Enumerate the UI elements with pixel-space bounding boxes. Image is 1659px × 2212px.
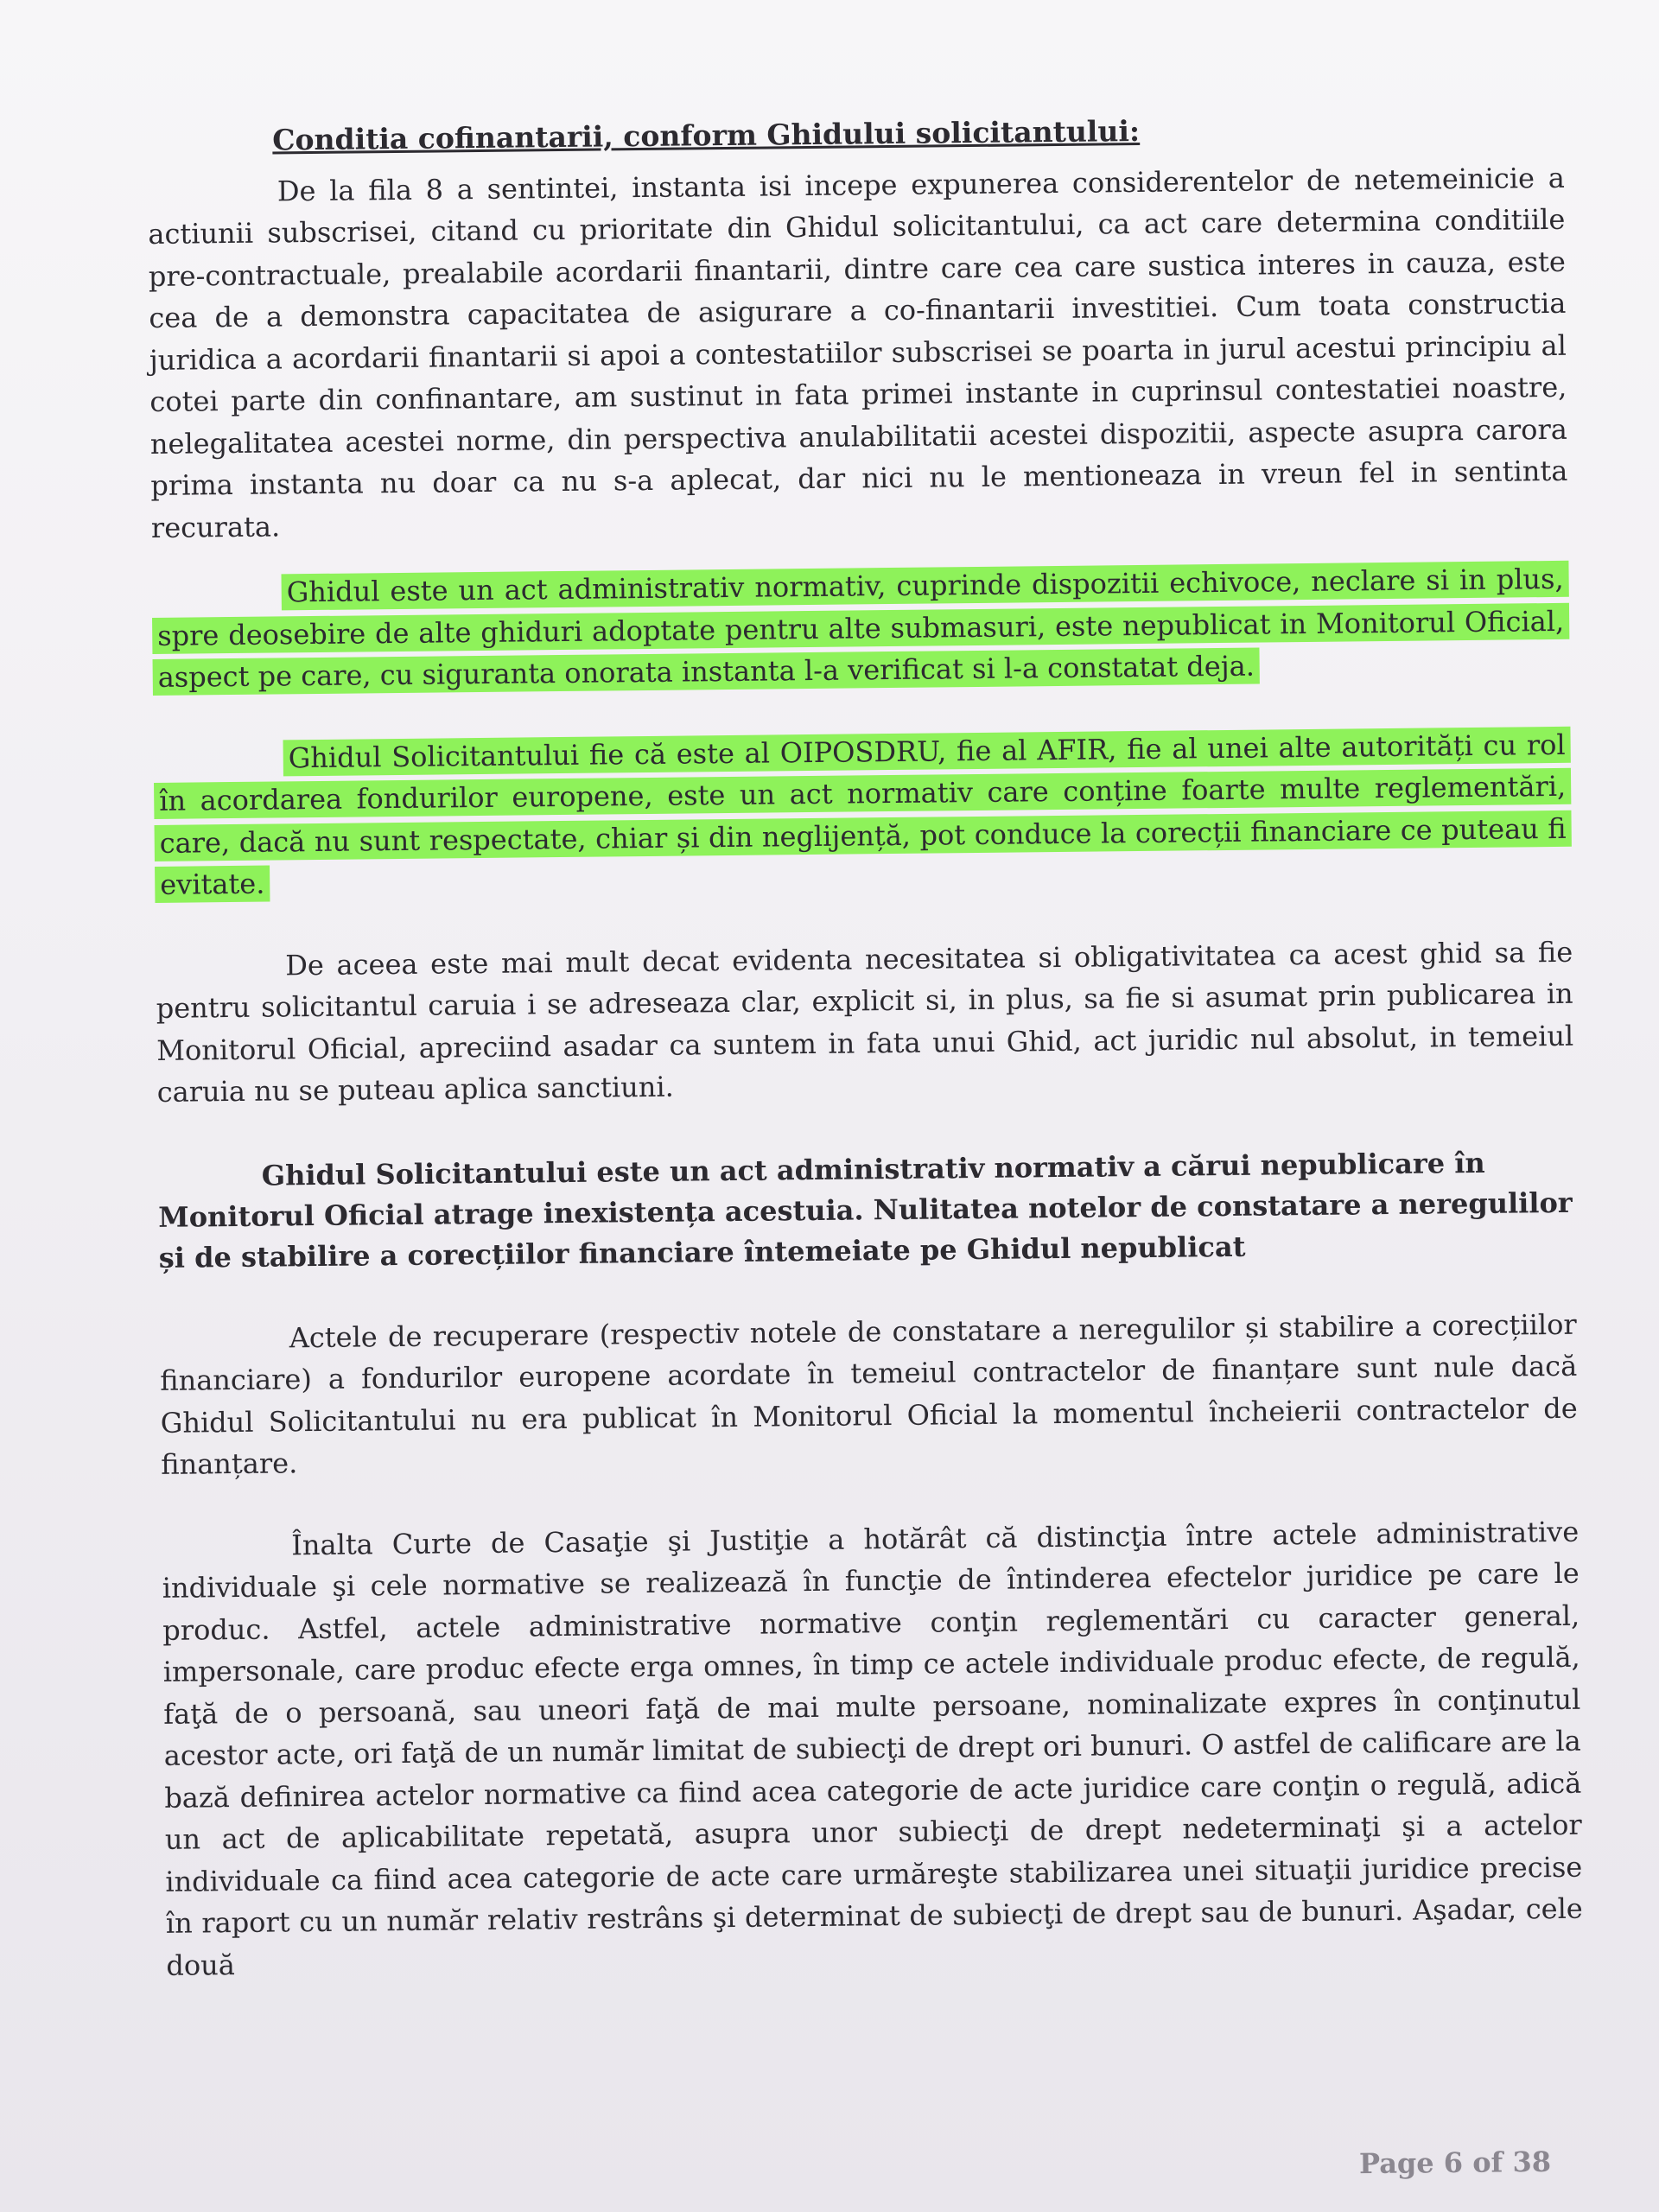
- paragraph-3-highlighted: [153, 723, 1572, 906]
- highlighted-text: Ghidul este un act administrativ normativ, cuprinde dispozitii echivoce, neclare si in plus, spre deosebire de alte ghiduri adoptate pentru alte submasuri, este nepublicat in Monitorul Oficial, aspect pe care, cu siguranta onorata instanta l-a verificat si l-a constatat deja.: [152, 561, 1569, 696]
- paragraph-2-highlighted: [151, 558, 1569, 699]
- paragraph-5: Actele de recuperare (respectiv notele de constatare a neregulilor și stabilire a corecțiilor financiare) a fondurilor europene acordate în temeiul contractelor de finanțare sunt nule dacă Ghidul Solicitantului nu era publicat în Monitorul Oficial la momentul încheierii contractelor de finanțare.: [160, 1307, 1578, 1481]
- bold-subheading: Ghidul Solicitantului este un act administrativ normativ a cărui nepublicare în Monitorul Oficial atrage inexistența acestuia. Nulitatea notelor de constatare a neregulilor și de stabilire a corecțiilor financiare întemeiate pe Ghidul nepublicat: [158, 1146, 1573, 1274]
- page-number: Page 6 of 38: [1358, 2145, 1552, 2181]
- paragraph-6: Înalta Curte de Casaţie şi Justiţie a hotărât că distincţia între actele administrative individuale şi cele normative se realizează în funcţie de întinderea efectelor juridice pe care le produc. Astfel, actele administrative normative conţin reglementări cu caracter general, impersonale, care produc efecte erga omnes, în timp ce actele individuale produc efecte, de regulă, faţă de o persoană, sau uneori faţă de mai multe persoane, nominalizate expres în conţinutul acestor acte, ori faţă de un număr limitat de subiecţi de drept ori bunuri. O astfel de calificare are la bază definirea actelor normative ca fiind acea categorie de acte juridice care conţin o regulă, adică un act de aplicabilitate repetată, asupra unor subiecţi de drept nedeterminaţi şi a actelor individuale ca fiind acea categorie de acte care urmăreşte stabilizarea unei situaţii juridice precise în raport cu un număr relativ restrâns şi determinat de subiecţi de drept sau de bunuri. Aşadar, cele două: [162, 1515, 1583, 1982]
- highlighted-text: Ghidul Solicitantului fie că este al OIPOSDRU, fie al AFIR, fie al unei alte autorități cu rol în acordarea fondurilor europene, este un act normativ care conține foarte multe reglementări, care, dacă nu sunt respectate, chiar și din neglijență, pot conduce la corecții financiare ce puteau fi evitate.: [154, 726, 1572, 903]
- document-body: [147, 106, 1584, 2011]
- paragraph-1: De la fila 8 a sentintei, instanta isi incepe expunerea considerentelor de netemeinicie a actiunii subscrisei, citand cu prioritate din Ghidul solicitantului, ca act care determina conditiile pre-contractuale, prealabile acordarii finantarii, dintre care cea care sustica interes in cauza, este cea de a demonstra capacitatea de asigurare a co-finantarii investitiei. Cum toata constructia juridica a acordarii finantarii si apoi a contestatiilor subscrisei se poarta in jurul acestui principiu al cotei parte din confinantare, am sustinut in fata primei instante in cuprinsul contestatiei noastre, nelegalitatea acestei norme, din perspectiva anulabilitatii acestei dispozitii, aspecte asupra carora prima instanta nu doar ca nu s-a aplecat, dar nici nu le mentioneaza in vreun fel in sentinta recurata.: [148, 161, 1568, 544]
- section-heading: Conditia cofinantarii, conform Ghidului solicitantului:: [272, 113, 1141, 157]
- paragraph-4: De aceea este mai mult decat evidenta necesitatea si obligativitatea ca acest ghid sa fie pentru solicitantul caruia i se adreseaza clar, explicit si, in plus, sa fie si asumat prin publicarea in Monitorul Oficial, apreciind asadar ca suntem in fata unui Ghid, act juridic nul absolut, in temeiul caruia nu se puteau aplica sanctiuni.: [156, 935, 1574, 1109]
